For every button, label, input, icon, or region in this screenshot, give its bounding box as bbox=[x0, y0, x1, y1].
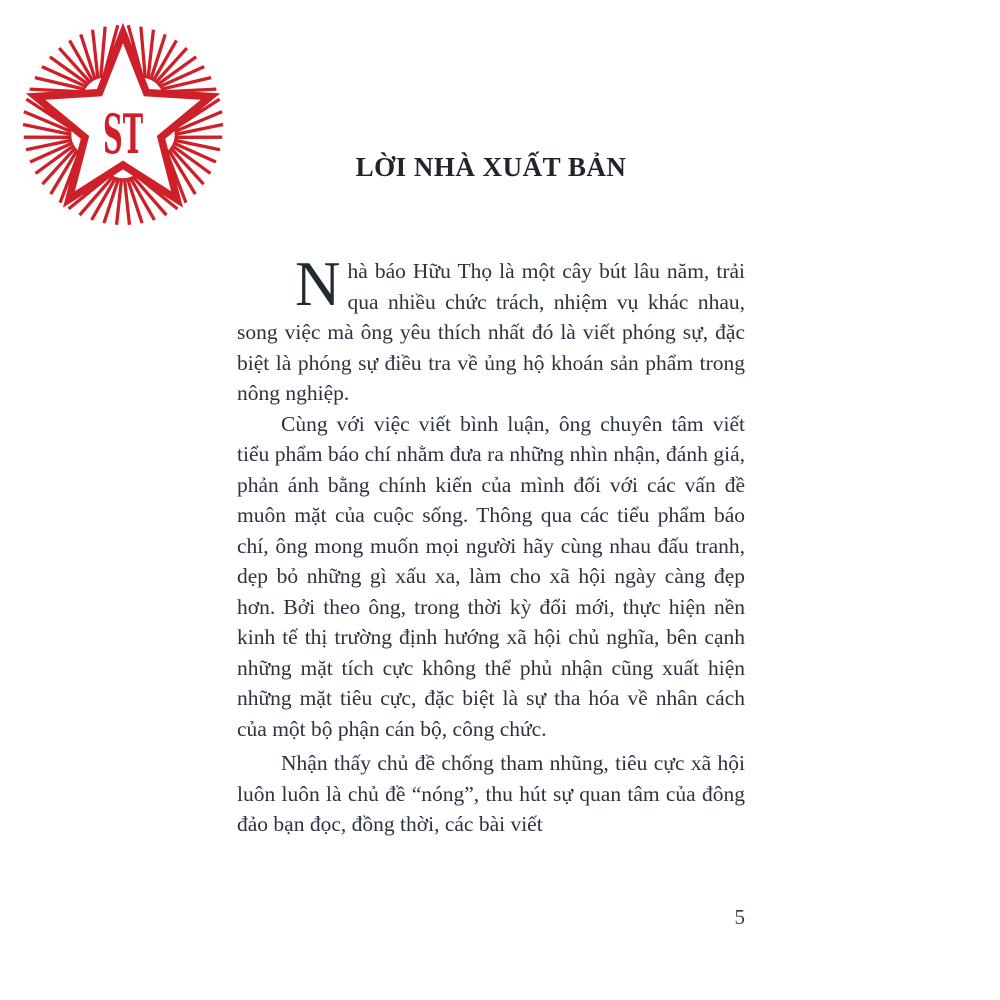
page-number: 5 bbox=[734, 905, 745, 929]
paragraph-last: Nhận thấy chủ đề chống tham nhũng, tiêu cực xã hội luôn luôn là chủ đề “nóng”, thu hút sự quan tâm của đông đảo bạn đọc, đồng thời, các bài viết bbox=[237, 751, 745, 836]
su-that-star-logo-svg bbox=[12, 14, 234, 236]
dropcap-letter: N bbox=[295, 249, 341, 319]
paragraph-opening bbox=[237, 249, 745, 409]
paragraph-middle: Cùng với việc viết bình luận, ông chuyên tâm viết tiểu phẩm báo chí nhằm đưa ra những nhìn nhận, đánh giá, phản ánh bằng chính kiến của mình đối với các vấn đề muôn mặt của cuộc sống. Thông qua các tiểu phẩm báo chí, ông mong muốn mọi người hãy cùng nhau đấu tranh, dẹp bỏ những gì xấu xa, làm cho xã hội ngày càng đẹp hơn. Bởi theo ông, trong thời kỳ đổi mới, thực hiện nền kinh tế thị trường định hướng xã hội chủ nghĩa, bên cạnh những mặt tích cực không thể phủ nhận cũng xuất hiện những mặt tiêu cực, đặc biệt là sự tha hóa về nhân cách của một bộ phận cán bộ, công chức. bbox=[237, 411, 745, 741]
chapter-title: LỜI NHÀ XUẤT BẢN bbox=[355, 152, 627, 182]
body-text bbox=[237, 249, 745, 840]
paragraph-opening-text: hà báo Hữu Thọ là một cây bút lâu năm, trải qua nhiều chức trách, nhiệm vụ khác nhau, song việc mà ông yêu thích nhất đó là viết phóng sự, đặc biệt là phóng sự điều tra về ủng hộ khoán sản phẩm trong nông nghiệp. bbox=[237, 259, 745, 405]
publisher-logo bbox=[12, 14, 234, 236]
logo-monogram: ST bbox=[103, 102, 143, 166]
